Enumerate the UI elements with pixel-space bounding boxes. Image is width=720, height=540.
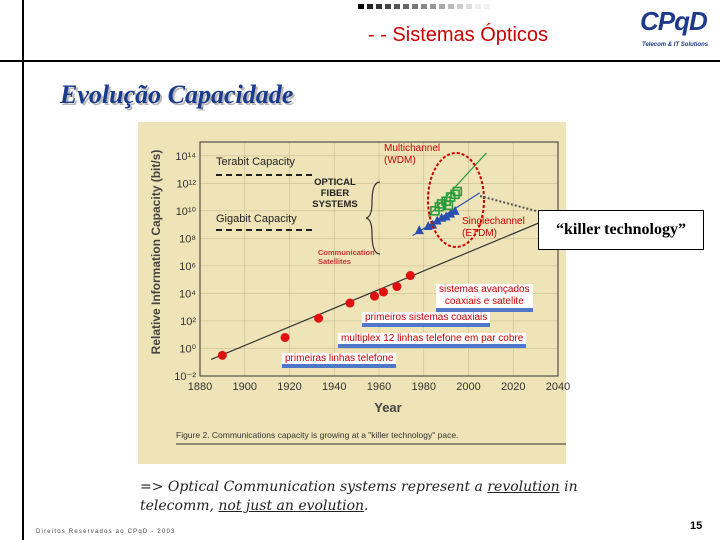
header-dot (412, 4, 418, 9)
killer-technology-callout: “killer technology” (538, 210, 704, 250)
header-dot (484, 4, 490, 9)
header-rule (0, 60, 720, 62)
header-title: - - Sistemas Ópticos (368, 24, 549, 46)
y-tick-label: 10⁶ (179, 260, 196, 273)
data-point-red (281, 333, 290, 342)
y-tick-label: 10⁰ (179, 343, 196, 356)
y-tick-label: 10⁴ (179, 288, 196, 301)
x-tick-label: 1880 (187, 381, 213, 393)
x-tick-label: 1920 (277, 381, 302, 393)
data-point-red (218, 351, 227, 360)
x-tick-label: 2000 (456, 381, 481, 393)
y-tick-label: 10⁻² (174, 371, 196, 383)
y-tick-label: 10² (180, 315, 196, 328)
multichannel-label: Multichannel (WDM) (384, 143, 441, 166)
page-number: 15 (690, 520, 703, 532)
copyright-notice: Direitos Reservados ao CPqD - 2003 (36, 529, 176, 535)
x-tick-label: 1940 (322, 381, 347, 393)
header-dot (457, 4, 463, 9)
footer-statement: => Optical Communication systems represent a revolution in telecomm, not just an evolution. (140, 479, 578, 514)
x-tick-label: 2040 (545, 381, 571, 393)
logo-wordmark: CPqD (640, 6, 707, 36)
x-tick-label: 1960 (366, 381, 392, 393)
first-lines-annotation: primeiras linhas telefone (282, 353, 396, 368)
data-point-red (392, 282, 401, 291)
singlechannel-label: Singlechannel (ETDM) (462, 216, 525, 239)
y-tick-label: 10¹² (176, 178, 196, 191)
y-tick-label: 10⁸ (179, 233, 196, 246)
header-dot (403, 4, 409, 9)
x-tick-label: 2020 (501, 381, 526, 393)
data-point-red (314, 314, 323, 323)
data-point-red (345, 299, 354, 308)
gigabit-line (216, 229, 312, 231)
x-tick-label: 1900 (232, 381, 257, 393)
y-axis-label: Relative Information Capacity (bit/s) (149, 149, 163, 355)
slide-title: Evolução Capacidade (60, 80, 294, 109)
first-coax-annotation: primeiros sistemas coaxiais (362, 312, 490, 327)
gigabit-label: Gigabit Capacity (216, 213, 297, 225)
optical-fiber-label: OPTICAL FIBER SYSTEMS (312, 177, 358, 210)
terabit-label: Terabit Capacity (216, 156, 295, 168)
y-tick-label: 10¹⁴ (175, 150, 196, 163)
left-rule (22, 0, 24, 540)
header-dot (448, 4, 454, 9)
header-dot (466, 4, 472, 9)
optical-bracket (366, 182, 380, 254)
header-dot (385, 4, 391, 9)
y-tick-label: 10¹⁰ (175, 205, 196, 218)
header-dot (475, 4, 481, 9)
header-dot (358, 4, 364, 9)
data-point-red (370, 292, 379, 301)
logo-subtitle: Telecom & IT Solutions (642, 42, 709, 48)
figure-caption: Figure 2. Communications capacity is growing at a "killer technology" pace. (176, 430, 459, 440)
header-dot (439, 4, 445, 9)
header-dot (367, 4, 373, 9)
data-point-red (406, 271, 415, 280)
header-dot (430, 4, 436, 9)
x-axis-label: Year (374, 400, 402, 415)
header-dot-strip (358, 4, 490, 9)
advanced-systems-annotation: sistemas avançados coaxiais e satelite (436, 284, 533, 312)
header-dot (421, 4, 427, 9)
x-tick-label: 1980 (411, 381, 436, 393)
cpqd-logo (640, 6, 708, 54)
header-dot (376, 4, 382, 9)
comm-satellites-label: Communication Satellites (318, 248, 375, 266)
data-point-red (379, 288, 388, 297)
terabit-line (216, 174, 312, 176)
header-dot (394, 4, 400, 9)
multiplex-annotation: multiplex 12 linhas telefone em par cobre (338, 333, 526, 348)
